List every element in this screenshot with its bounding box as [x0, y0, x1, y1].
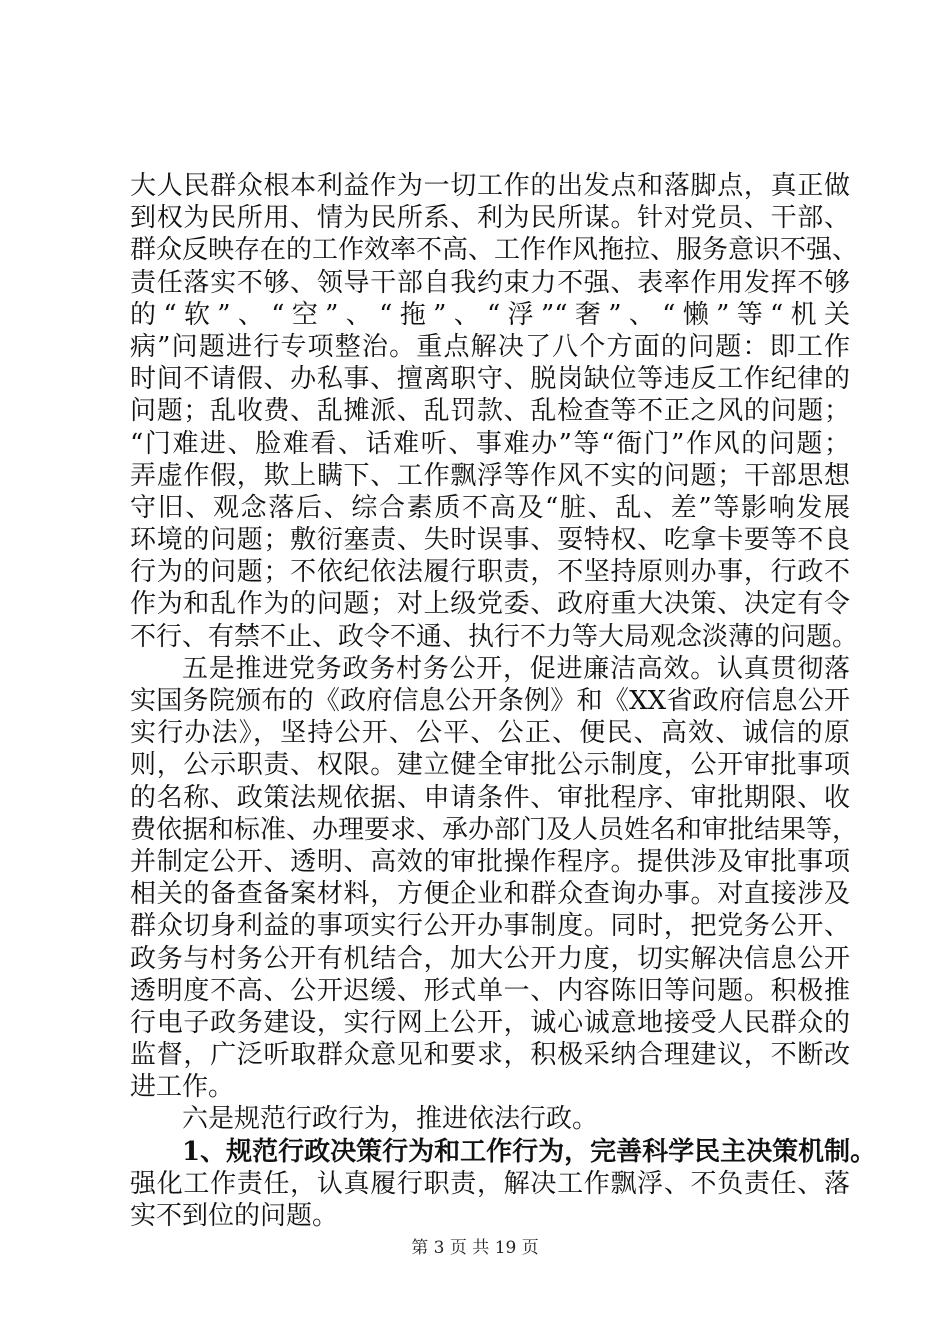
page-footer: 第 3 页 共 19 页 — [411, 1238, 539, 1258]
text-line: 政务与村务公开有机结合，加大公开力度，切实解决信息公开 — [130, 943, 850, 974]
text-line: 时间不请假、办私事、擅离职守、脱岗缺位等违反工作纪律的 — [130, 364, 850, 395]
text-line: 六是规范行政行为，推进依法行政。 — [182, 1104, 599, 1135]
text-line: 并制定公开、透明、高效的审批操作程序。提供涉及审批事项 — [130, 846, 850, 877]
text-line: 则，公示职责、权限。建立健全审批公示制度，公开审批事项 — [130, 750, 850, 781]
text-line: “门难进、脸难看、话难听、事难办”等“衙门”作风的问题； — [130, 428, 850, 459]
text-line: 实行办法》，坚持公开、公平、公正、便民、高效、诚信的原 — [130, 718, 850, 749]
body-text — [130, 170, 877, 1232]
text-line: 监督，广泛听取群众意见和要求，积极采纳合理建议，不断改 — [130, 1040, 850, 1071]
text-line: 病”问题进行专项整治。重点解决了八个方面的问题：即工作 — [130, 331, 850, 362]
text-line: 问题；乱收费、乱摊派、乱罚款、乱检查等不正之风的问题； — [130, 396, 850, 427]
text-line: 的名称、政策法规依据、申请条件、审批程序、审批期限、收 — [130, 782, 850, 813]
text-line: 实不到位的问题。 — [130, 1201, 339, 1231]
text-line: 到权为民所用、情为民所系、利为民所谋。针对党员、干部、 — [130, 203, 850, 234]
text-line: 作为和乱作为的问题；对上级党委、政府重大决策、决定有令 — [130, 589, 850, 620]
text-line: 五是推进党务政务村务公开，促进廉洁高效。认真贯彻落 — [182, 653, 850, 684]
text-line: 相关的备查备案材料，方便企业和群众查询办事。对直接涉及 — [130, 879, 850, 910]
text-line: 不行、有禁不止、政令不通、执行不力等大局观念淡薄的问题。 — [130, 621, 859, 652]
text-line: 弄虚作假，欺上瞒下、工作飘浮等作风不实的问题；干部思想 — [130, 460, 850, 491]
text-line: 费依据和标准、办理要求、承办部门及人员姓名和审批结果等， — [130, 814, 859, 845]
text-line: 1、规范行政决策行为和工作行为，完善科学民主决策机制。 — [182, 1136, 877, 1167]
text-line: 大人民群众根本利益作为一切工作的出发点和落脚点，真正做 — [130, 171, 850, 201]
text-line: 责任落实不够、领导干部自我约束力不强、表率作用发挥不够 — [130, 267, 850, 298]
text-line: 守旧、观念落后、综合素质不高及“脏、乱、差”等影响发展 — [130, 492, 850, 523]
text-line: 透明度不高、公开迟缓、形式单一、内容陈旧等问题。积极推 — [130, 975, 850, 1006]
text-line: 进工作。 — [130, 1072, 235, 1103]
text-line: 群众反映存在的工作效率不高、工作作风拖拉、服务意识不强、 — [130, 235, 859, 266]
text-line: 实国务院颁布的《政府信息公开条例》和《XX省政府信息公开 — [130, 686, 850, 716]
text-line: 环境的问题；敷衍塞责、失时误事、耍特权、吃拿卡要等不良 — [130, 525, 850, 556]
text-line: 强化工作责任，认真履行职责，解决工作飘浮、不负责任、落 — [130, 1168, 850, 1199]
text-line: 行电子政务建设，实行网上公开，诚心诚意地接受人民群众的 — [130, 1007, 850, 1038]
text-line: 群众切身利益的事项实行公开办事制度。同时，把党务公开、 — [130, 911, 850, 942]
text-line: 的“软”、“空”、“拖”、“浮”“奢”、“懒”等“机关 — [130, 299, 850, 330]
text-line: 行为的问题；不依纪依法履行职责，不坚持原则办事，行政不 — [130, 557, 850, 588]
